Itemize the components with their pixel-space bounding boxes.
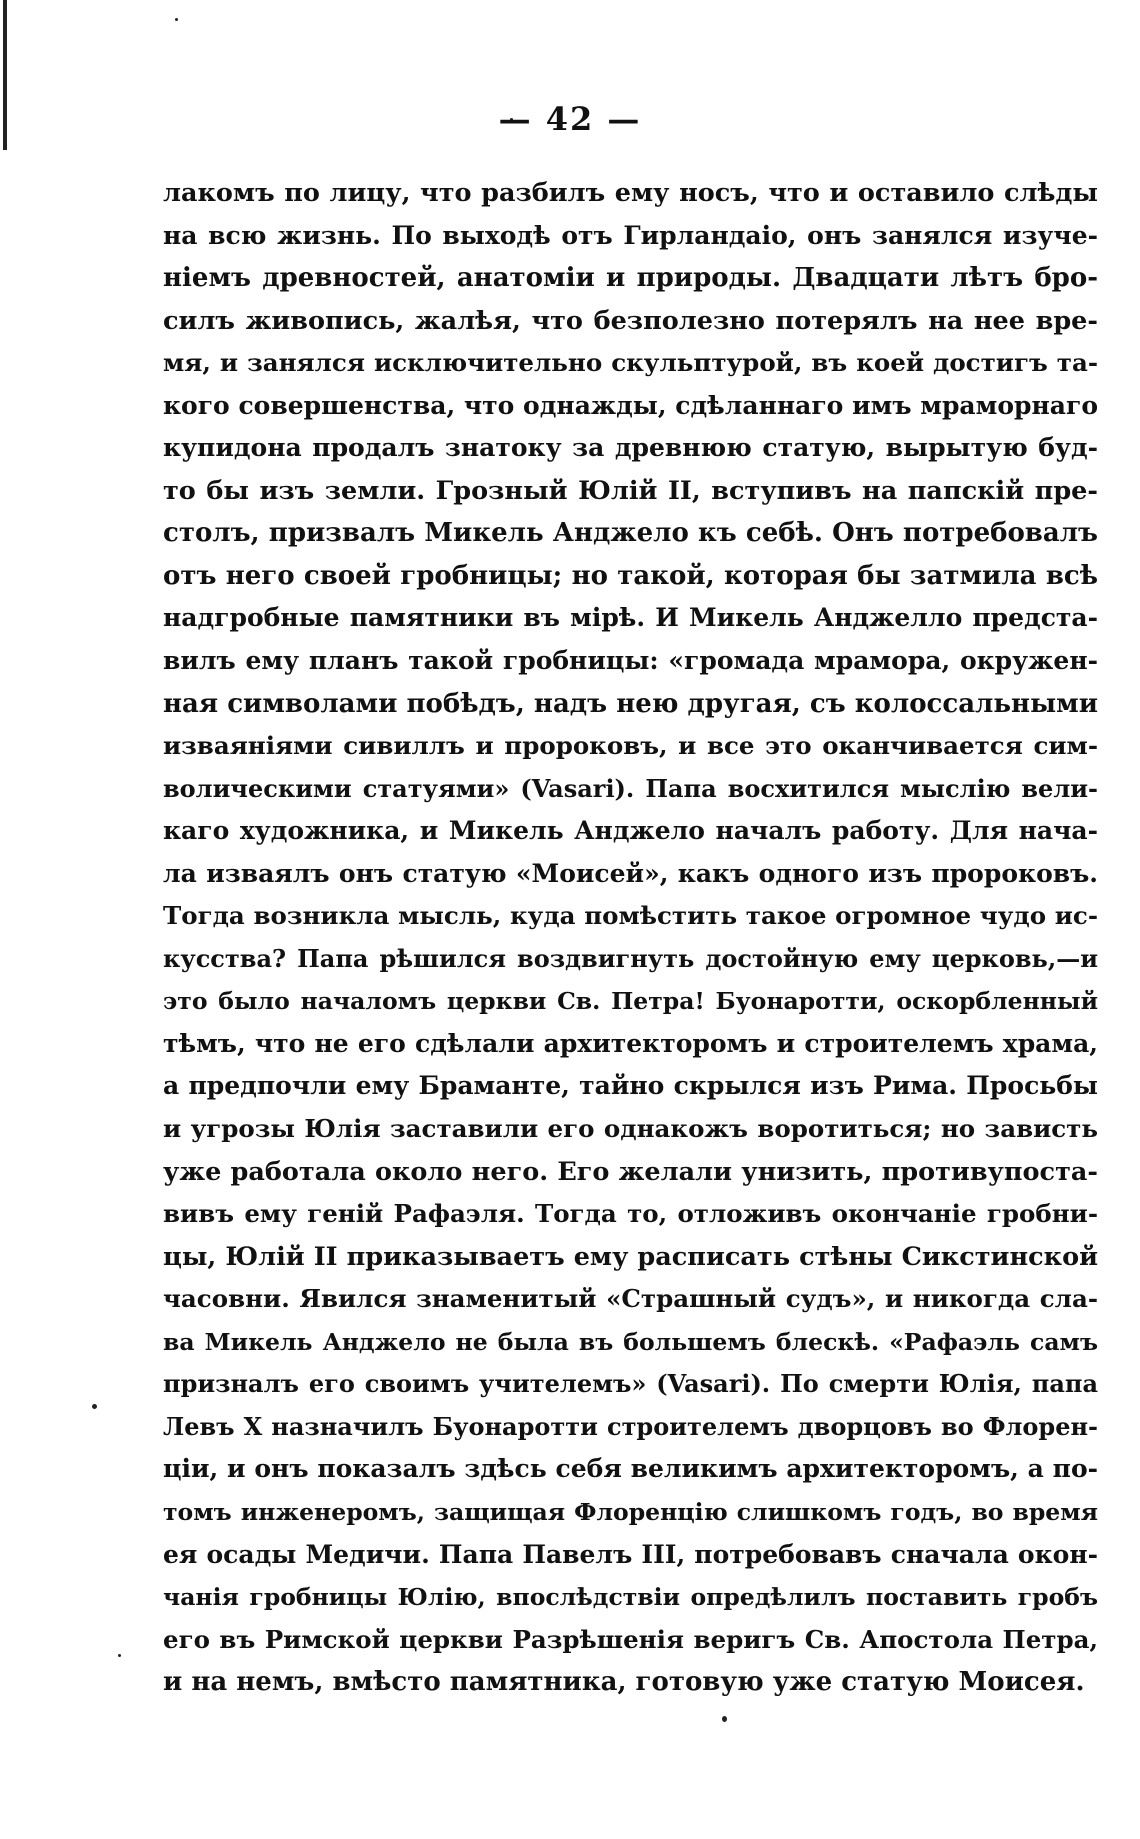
text-line: кого совершенства, что однажды, сдѣланнаго имъ мраморнаго — [163, 390, 1098, 420]
text-line: часовни. Явился знаменитый «Страшный судъ», и никогда сла- — [163, 1284, 1098, 1314]
text-line: кусства? Папа рѣшился воздвигнуть достойную ему церковь,—и — [163, 943, 1098, 973]
text-line: ніемъ древностей, анатоміи и природы. Двадцати лѣтъ бро- — [163, 263, 1098, 294]
text-line: призналъ его своимъ учителемъ» (Vasari). По смерти Юлія, папа — [163, 1369, 1098, 1399]
text-line: Тогда возникла мысль, куда помѣстить такое огромное чудо ис- — [163, 901, 1098, 931]
text-line: то бы изъ земли. Грозный Юлій II, вступивъ на папскій пре- — [163, 475, 1098, 506]
text-line: силъ живопись, жалѣя, что безполезно потерялъ на нее вре- — [163, 305, 1098, 336]
text-line: надгробные памятники въ мірѣ. И Микель Анджелло предста- — [163, 603, 1098, 633]
text-line: томъ инженеромъ, защищая Флоренцію слишкомъ годъ, во время — [163, 1497, 1098, 1526]
text-line: чанія гробницы Юлію, впослѣдствіи опредѣлилъ поставить гробъ — [163, 1583, 1098, 1612]
text-line: ціи, и онъ показалъ здѣсь себя великимъ архитекторомъ, а по- — [163, 1454, 1098, 1484]
text-line: а предпочли ему Браманте, тайно скрылся изъ Рима. Просьбы — [163, 1071, 1098, 1101]
text-line: отъ него своей гробницы; но такой, которая бы затмила всѣ — [163, 560, 1098, 591]
text-line: изваяніями сивиллъ и пророковъ, и все это оканчивается сим- — [163, 731, 1098, 761]
text-line: вилъ ему планъ такой гробницы: «громада мрамора, окружен- — [163, 646, 1098, 676]
text-line: ла изваялъ онъ статую «Моисей», какъ одного изъ пророковъ. — [163, 858, 1098, 888]
text-line: его въ Римской церкви Разрѣшенія веригъ Св. Апостола Петра, — [163, 1624, 1098, 1654]
text-line: лакомъ по лицу, что разбилъ ему носъ, что и оставило слѣды — [163, 178, 1098, 208]
text-line: волическими статуями» (Vasari). Папа восхитился мыслію вели- — [163, 773, 1098, 803]
text-line: купидона продалъ знатоку за древнюю статую, вырытую буд- — [163, 433, 1098, 463]
text-line: ва Микель Анджело не была въ большемъ блескѣ. «Рафаэль самъ — [163, 1327, 1098, 1356]
text-line: на всю жизнь. По выходѣ отъ Гирландаіо, онъ занялся изуче- — [163, 220, 1098, 250]
text-line: Левъ X назначилъ Буонаротти строителемъ дворцовъ во Флорен- — [163, 1411, 1098, 1441]
text-line: цы, Юлій II приказываетъ ему расписать стѣны Сикстинской — [163, 1241, 1098, 1272]
text-line: тѣмъ, что не его сдѣлали архитекторомъ и строителемъ храма, — [163, 1028, 1098, 1058]
text-line: мя, и занялся исключительно скульптурой, въ коей достигъ та- — [163, 348, 1098, 378]
text-line: столъ, призвалъ Микель Анджело къ себѣ. Онъ потребовалъ — [163, 518, 1098, 549]
text-line: и на немъ, вмѣсто памятника, готовую уже статую Моисея. — [163, 1667, 1085, 1698]
text-line: это было началомъ церкви Св. Петра! Буонаротти, оскорбленный — [163, 987, 1098, 1016]
text-line: и угрозы Юлія заставили его однакожъ воротиться; но зависть — [163, 1114, 1098, 1144]
text-line: ная символами побѣдъ, надъ нею другая, съ колоссальными — [163, 688, 1098, 719]
text-line: уже работала около него. Его желали унизить, противупоста- — [163, 1156, 1098, 1187]
text-line: каго художника, и Микель Анджело началъ работу. Для нача- — [163, 816, 1098, 846]
body-text — [163, 172, 1098, 1704]
text-line: вивъ ему геній Рафаэля. Тогда то, отложивъ окончаніе гробни- — [163, 1199, 1098, 1229]
text-line: ея осады Медичи. Папа Павелъ III, потребовавъ сначала окон- — [163, 1539, 1098, 1569]
page-number: — 42 — — [498, 100, 642, 138]
